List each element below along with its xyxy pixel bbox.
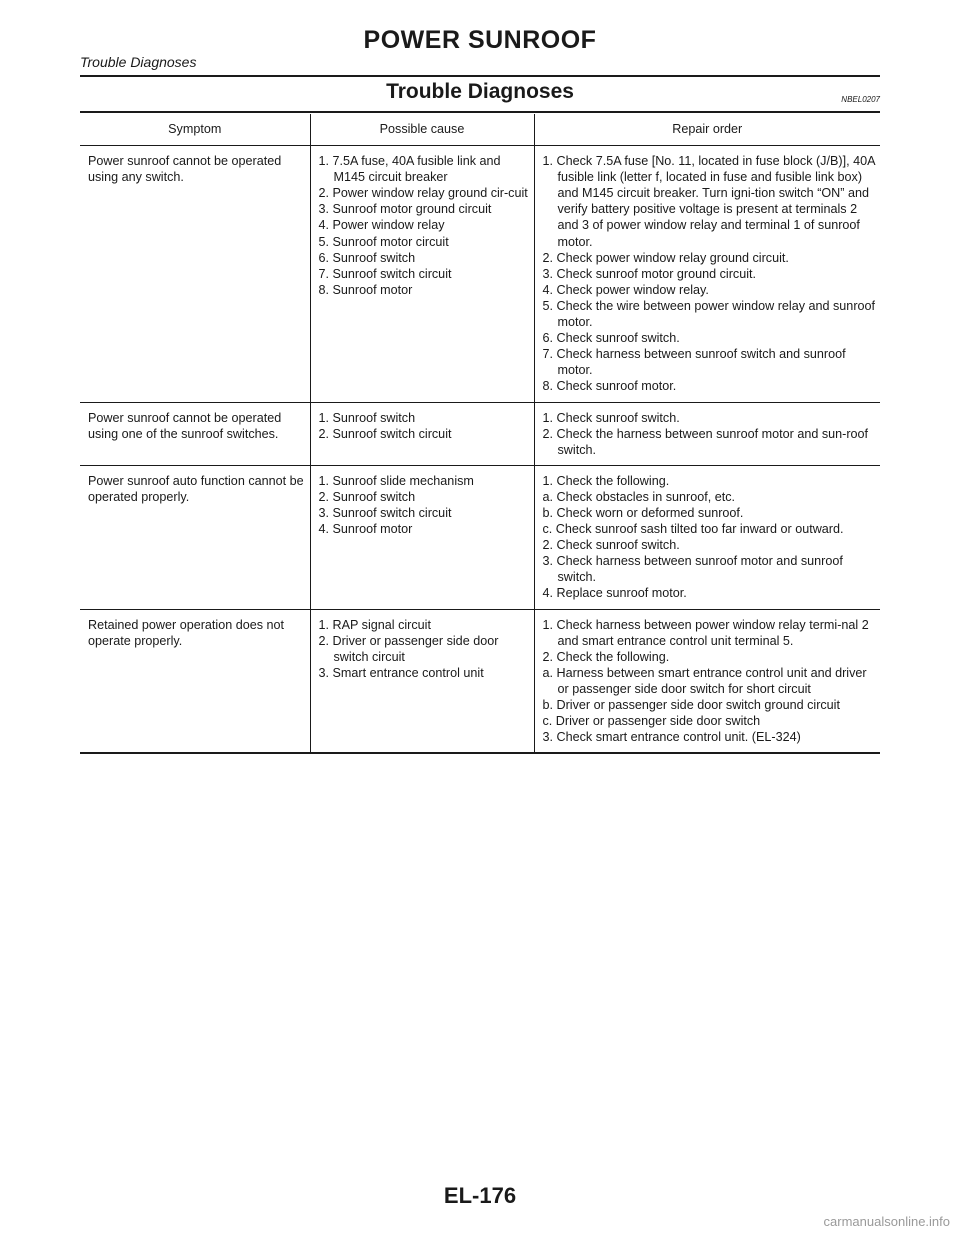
repair-step: 2. Check sunroof switch. <box>542 538 680 553</box>
repair-step: 1. Check harness between power window relay termi-nal 2 and smart entrance control unit terminal 5. <box>542 617 869 648</box>
cause-item: 1. Sunroof slide mechanism <box>318 473 474 488</box>
table-row <box>80 146 880 402</box>
cause-item: 4. Sunroof motor <box>318 522 413 537</box>
repair-step: 1. Check the following. <box>542 473 670 488</box>
repair-step: a. Harness between smart entrance control unit and driver or passenger side door switch for short circuit <box>542 665 867 696</box>
table-body <box>80 146 880 754</box>
repair-step: 2. Check power window relay ground circuit. <box>542 250 789 265</box>
repair-step: 2. Check the harness between sunroof motor and sun-roof switch. <box>542 426 869 457</box>
repair-step: a. Check obstacles in sunroof, etc. <box>542 489 736 504</box>
possible-cause-cell <box>310 609 534 753</box>
cause-item: 2. Sunroof switch <box>318 489 416 504</box>
possible-cause-cell <box>310 146 534 402</box>
repair-order-cell <box>534 402 880 465</box>
column-header-repair-order: Repair order <box>534 114 880 146</box>
repair-order-cell <box>534 609 880 753</box>
header-title: POWER SUNROOF <box>363 26 597 54</box>
repair-order-cell <box>534 465 880 609</box>
header-rule <box>80 75 880 77</box>
repair-step: 4. Check power window relay. <box>542 282 709 297</box>
repair-step: 4. Replace sunroof motor. <box>542 586 687 601</box>
table-row <box>80 465 880 609</box>
repair-step: 3. Check sunroof motor ground circuit. <box>542 266 756 281</box>
possible-cause-cell <box>310 402 534 465</box>
symptom-cell: Power sunroof cannot be operated using one of the sunroof switches. <box>80 402 310 465</box>
section-rule <box>80 111 880 113</box>
cause-item: 6. Sunroof switch <box>318 250 416 265</box>
cause-item: 3. Smart entrance control unit <box>318 665 484 680</box>
repair-step: 6. Check sunroof switch. <box>542 331 680 346</box>
symptom-cell: Power sunroof cannot be operated using any switch. <box>80 146 310 402</box>
repair-step: 8. Check sunroof motor. <box>542 379 677 394</box>
cause-item: 5. Sunroof motor circuit <box>318 234 449 249</box>
cause-item: 2. Driver or passenger side door switch circuit <box>318 633 499 664</box>
cause-item: 4. Power window relay <box>318 218 445 233</box>
table-header-row <box>80 114 880 146</box>
symptom-cell: Power sunroof auto function cannot be operated properly. <box>80 465 310 609</box>
repair-step: 3. Check harness between sunroof motor and sunroof switch. <box>542 554 843 585</box>
possible-cause-cell <box>310 465 534 609</box>
repair-step: 5. Check the wire between power window relay and sunroof motor. <box>542 298 876 330</box>
repair-step: 1. Check sunroof switch. <box>542 410 680 425</box>
cause-item: 1. RAP signal circuit <box>318 617 431 632</box>
page-number: EL-176 <box>443 1183 517 1208</box>
symptom-cell: Retained power operation does not operate properly. <box>80 609 310 753</box>
section-title: Trouble Diagnoses <box>386 80 574 103</box>
repair-order-cell <box>534 146 880 402</box>
repair-step: 7. Check harness between sunroof switch and sunroof motor. <box>542 347 846 378</box>
cause-item: 2. Power window relay ground cir-cuit <box>318 186 528 201</box>
cause-item: 1. 7.5A fuse, 40A fusible link and M145 circuit breaker <box>318 154 501 185</box>
cause-item: 3. Sunroof motor ground circuit <box>318 202 492 217</box>
diagnosis-table <box>80 114 880 754</box>
section-code: NBEL0207 <box>841 95 880 104</box>
repair-step: 1. Check 7.5A fuse [No. 11, located in fuse block (J/B)], 40A fusible link (letter f, located in fuse and fusible link box) and M145 circuit breaker. Turn igni-tion switch “ON” and verify battery positive voltage is present at terminals 2 and 3 of power window relay and terminal 1 of sunroof motor. <box>542 154 875 249</box>
watermark: carmanualsonline.info <box>823 1214 950 1229</box>
column-header-possible-cause: Possible cause <box>310 114 534 146</box>
table-row <box>80 609 880 753</box>
repair-step: b. Check worn or deformed sunroof. <box>542 505 744 520</box>
header-subtitle: Trouble Diagnoses <box>80 54 197 70</box>
repair-step: b. Driver or passenger side door switch ground circuit <box>542 698 840 712</box>
cause-item: 3. Sunroof switch circuit <box>318 505 452 520</box>
repair-step: c. Check sunroof sash tilted too far inward or outward. <box>542 522 844 537</box>
cause-item: 2. Sunroof switch circuit <box>318 426 452 441</box>
cause-item: 1. Sunroof switch <box>318 410 416 425</box>
repair-step: 3. Check smart entrance control unit. (EL-324) <box>542 730 801 745</box>
repair-step: c. Driver or passenger side door switch <box>542 714 761 729</box>
cause-item: 8. Sunroof motor <box>318 282 413 297</box>
table-row <box>80 402 880 465</box>
cause-item: 7. Sunroof switch circuit <box>318 266 452 281</box>
column-header-symptom: Symptom <box>80 114 310 146</box>
repair-step: 2. Check the following. <box>542 649 670 664</box>
